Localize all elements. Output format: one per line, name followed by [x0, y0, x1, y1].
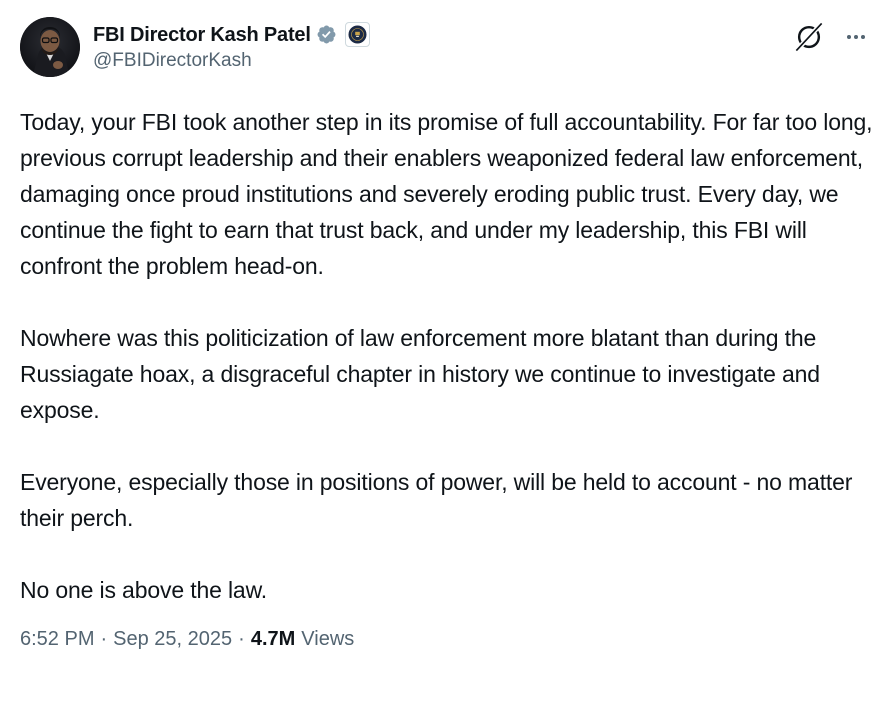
more-options-icon: [844, 25, 868, 49]
tweet-paragraph: Today, your FBI took another step in its promise of full accountability. For far too long, previous corrupt leadership and their enablers weaponized federal law enforcement, damaging once proud institutions and severely eroding public trust. Every day, we continue the fight to earn that trust back, and under my leadership, this FBI will confront the problem head-on.: [20, 109, 873, 279]
separator-dot: ·: [238, 628, 245, 650]
views-label: Views: [301, 628, 355, 650]
tweet-header: [20, 17, 873, 77]
tweet-text: [20, 104, 873, 608]
views-count: 4.7M: [250, 628, 296, 650]
user-handle[interactable]: @FBIDirectorKash: [93, 50, 252, 72]
grok-icon: [794, 22, 824, 52]
fbi-seal-icon: [348, 25, 367, 44]
identity-block: [93, 22, 370, 72]
tweet-paragraph: Nowhere was this politicization of law enforcement more blatant than during the Russiagate hoax, a disgraceful chapter in history we continue to investigate and expose.: [20, 325, 820, 423]
avatar-image: [20, 17, 80, 77]
affiliation-badge[interactable]: [345, 22, 370, 47]
tweet-paragraph: Everyone, especially those in positions of power, will be held to account - no matter their perch.: [20, 469, 853, 531]
name-row: [93, 22, 370, 47]
display-name[interactable]: FBI Director Kash Patel: [93, 23, 311, 46]
timestamp-time: 6:52 PM: [20, 628, 95, 650]
tweet-paragraph: No one is above the law.: [20, 577, 268, 603]
more-options-button[interactable]: [842, 23, 870, 51]
timestamp-date: Sep 25, 2025: [113, 628, 233, 650]
tweet-footer: [20, 628, 873, 651]
avatar[interactable]: [20, 17, 80, 77]
separator-dot: ·: [100, 628, 108, 650]
grok-actions-button[interactable]: [792, 20, 826, 54]
verified-icon[interactable]: [316, 24, 337, 45]
tweet-actions-top: [792, 20, 870, 54]
